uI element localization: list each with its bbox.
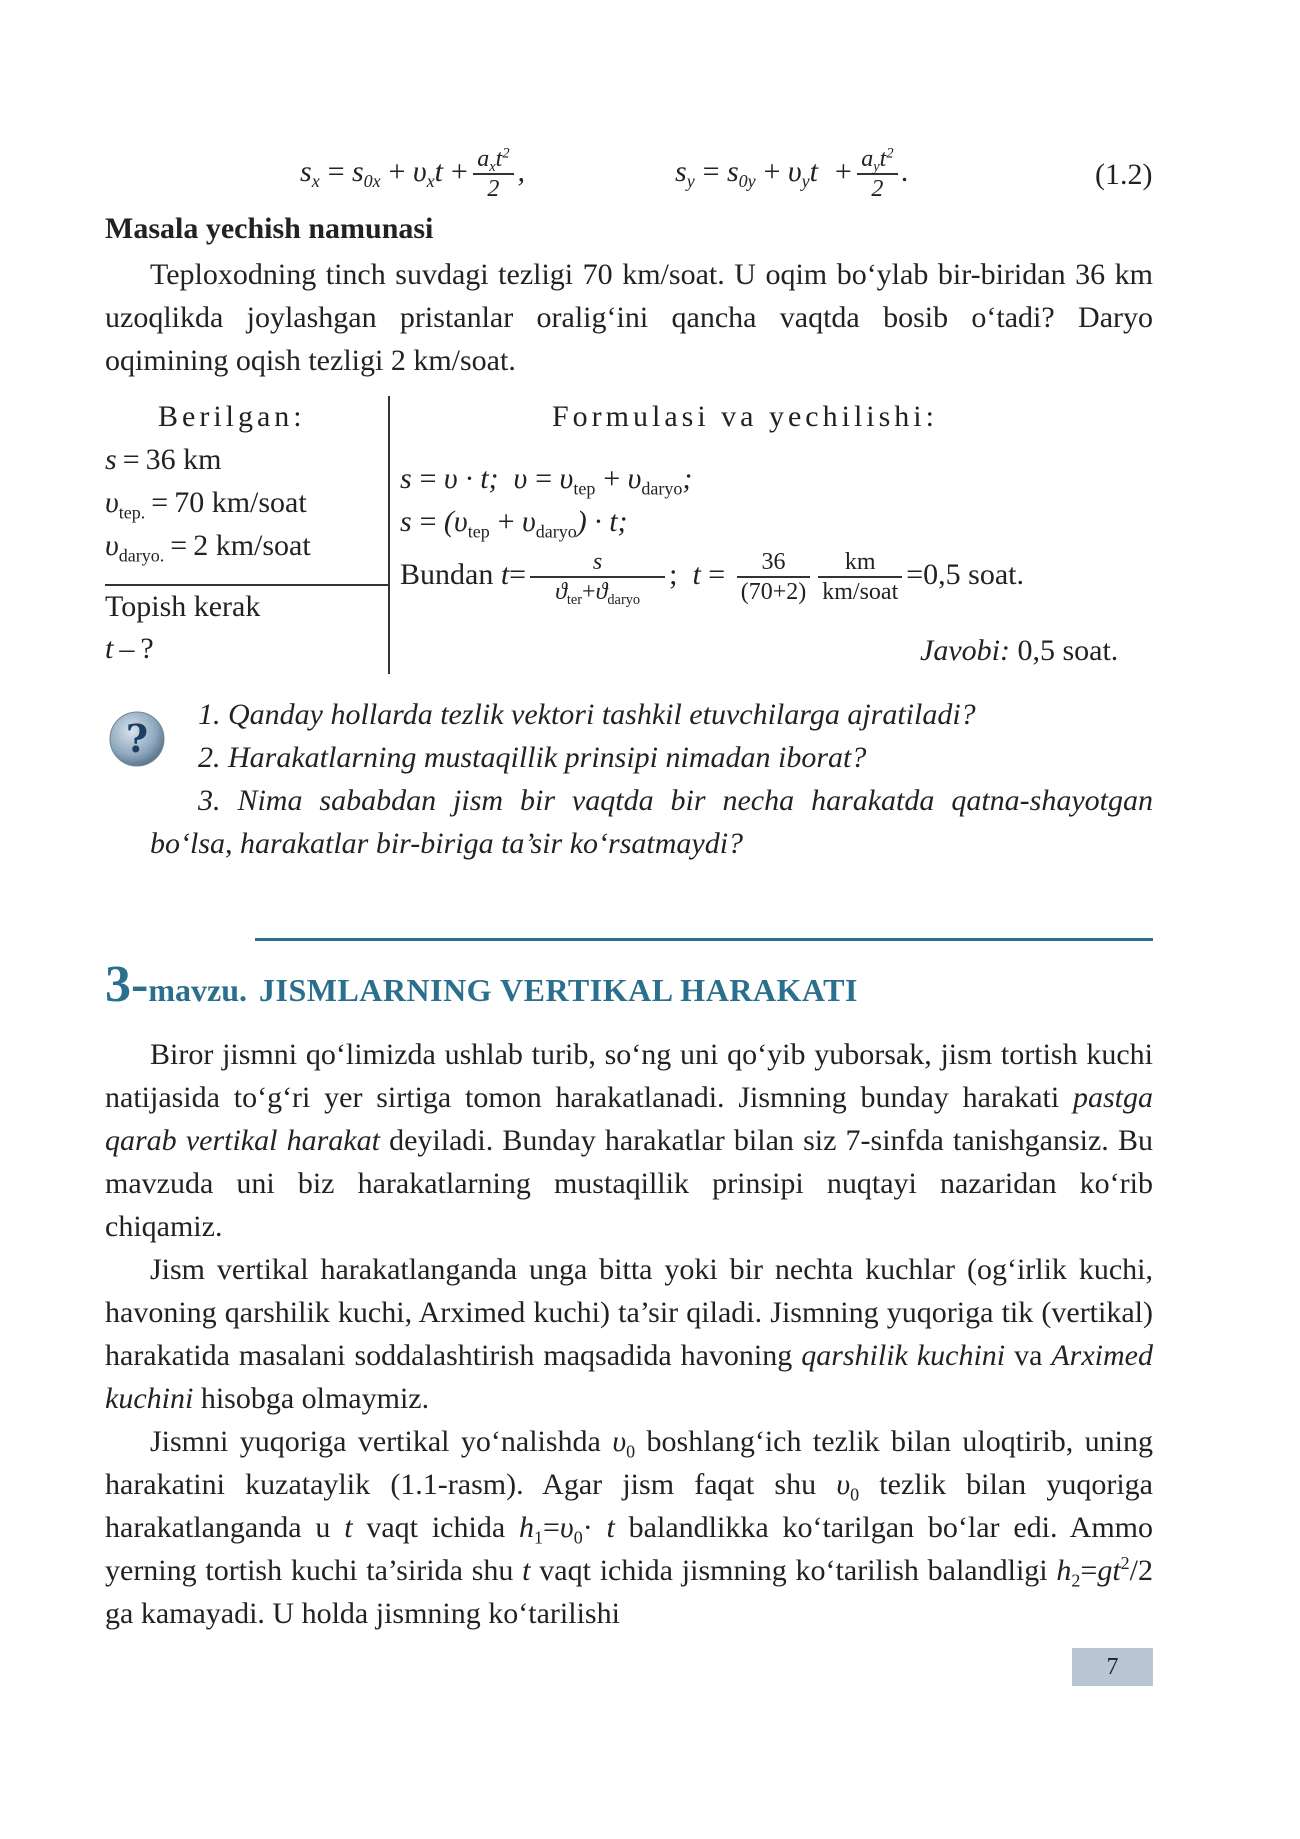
given-v-daryo: $\upsilon_{daryo.} = 2$ km/soat [105, 529, 311, 566]
solution-calc: Bundan t= $\frac{s}{ϑ_{ter}+ϑ_{daryo}}$ ; t = $\frac{36}{(70+2)}$ $\frac{km}{\text{km/soat}}$ =0,5 soat. [400, 549, 1024, 609]
question-mark-icon [108, 710, 166, 773]
problem-text: Teploxodning tinch suvdagi tezligi 70 km/soat. U oqim bo‘ylab bir-biridan 36 km uzoqlikda joylashgan pristanlar oralig‘ini qancha vaqtda bosib o‘tadi? Daryo oqimining oqish tezligi 2 km/soat. [105, 258, 1153, 377]
page-number: 7 [1072, 1648, 1153, 1686]
section-title: JISMLARNING VERTIKAL HARAKATI [258, 972, 858, 1008]
solution-line-1: s = υ · t; $\upsilon = \upsilon_{tep} + \upsilon_{daryo}$; [400, 462, 693, 499]
find-header: Topish kerak [105, 590, 261, 623]
body-text [105, 1033, 1153, 1635]
given-header: Berilgan: [158, 400, 306, 433]
answer: Javobi: 0,5 soat. [920, 634, 1119, 667]
question-1: 1. Qanday hollarda tezlik vektori tashkil etuvchilarga ajratiladi? [198, 698, 976, 731]
question-3: 3. Nima sababdan jism bir vaqtda bir necha harakatda qatna-shayotgan bo‘lsa, harakatlar bir-biriga ta’sir ko‘rsatmaydi? [150, 784, 1153, 860]
section-rule [255, 938, 1153, 941]
svg-text:?: ? [125, 716, 149, 761]
solution-line-2: $s = (\upsilon_{tep} + \upsilon_{daryo}) \cdot t$; [400, 505, 628, 542]
section-number: 3- [105, 956, 149, 1013]
body-paragraph-1: Biror jismni qo‘limizda ushlab turib, so‘ng uni qo‘yib yuborsak, jism tortish kuchi natijasida to‘g‘ri yer sirtiga tomon harakatlanadi. Jismning bunday harakati pastga qarab vertikal harakat deyiladi. Bunday harakatlar bilan siz 7-sinfda tanishgansiz. Bu mavzuda uni biz harakatlarning mustaqillik prinsipi nuqtayi nazaridan ko‘rib chiqamiz. [105, 1038, 1153, 1243]
section-word: mavzu. [148, 972, 247, 1008]
formula-sy: $s_y = s_{0y} + \upsilon_yt$ + $\frac{a_yt^2}{2}$ . [675, 145, 910, 202]
question-2: 2. Harakatlarning mustaqillik prinsipi nimadan iborat? [198, 741, 867, 774]
formula-number: (1.2) [1095, 158, 1153, 191]
given-v-tep: $\upsilon_{tep.} = 70$ km/soat [105, 486, 307, 523]
section-heading [105, 955, 858, 1014]
given-s: s = 36 km [105, 443, 222, 476]
body-paragraph-3: Jismni yuqoriga vertikal yo‘nalishda $\upsilon_0$ boshlang‘ich tezlik bilan uloqtirib, uning harakatini kuzataylik (1.1-rasm). Agar jism faqat shu $\upsilon_0$ tezlik bilan yuqoriga harakatlanganda u t vaqt ichida $h_1=\upsilon_0\cdot t$ balandlikka ko‘tarilgan bo‘lar edi. Ammo yerning tortish kuchi ta’sirida shu t vaqt ichida jismning ko‘tarilish balandligi $h_2=gt^2/2$ ga kamayadi. U holda jismning ko‘tarilishi [105, 1425, 1154, 1630]
body-paragraph-2: Jism vertikal harakatlanganda unga bitta yoki bir nechta kuchlar (og‘irlik kuchi, havoning qarshilik kuchi, Arximed kuchi) ta’sir qiladi. Jismning yuqoriga tik (vertikal) harakatida masalani soddalashtirish maqsadida havoning qarshilik kuchini va Arximed kuchini hisobga olmaymiz. [105, 1253, 1153, 1415]
table-divider-horizontal [105, 584, 390, 586]
find-value: t – ? [105, 632, 154, 665]
table-divider-vertical [388, 396, 390, 674]
formula-sx: $s_x = s_{0x} + \upsilon_xt$ + $\frac{a_xt^2}{2}$ , [300, 145, 526, 202]
example-heading: Masala yechish namunasi [105, 212, 434, 245]
solution-header: Formulasi va yechilishi: [552, 400, 938, 433]
